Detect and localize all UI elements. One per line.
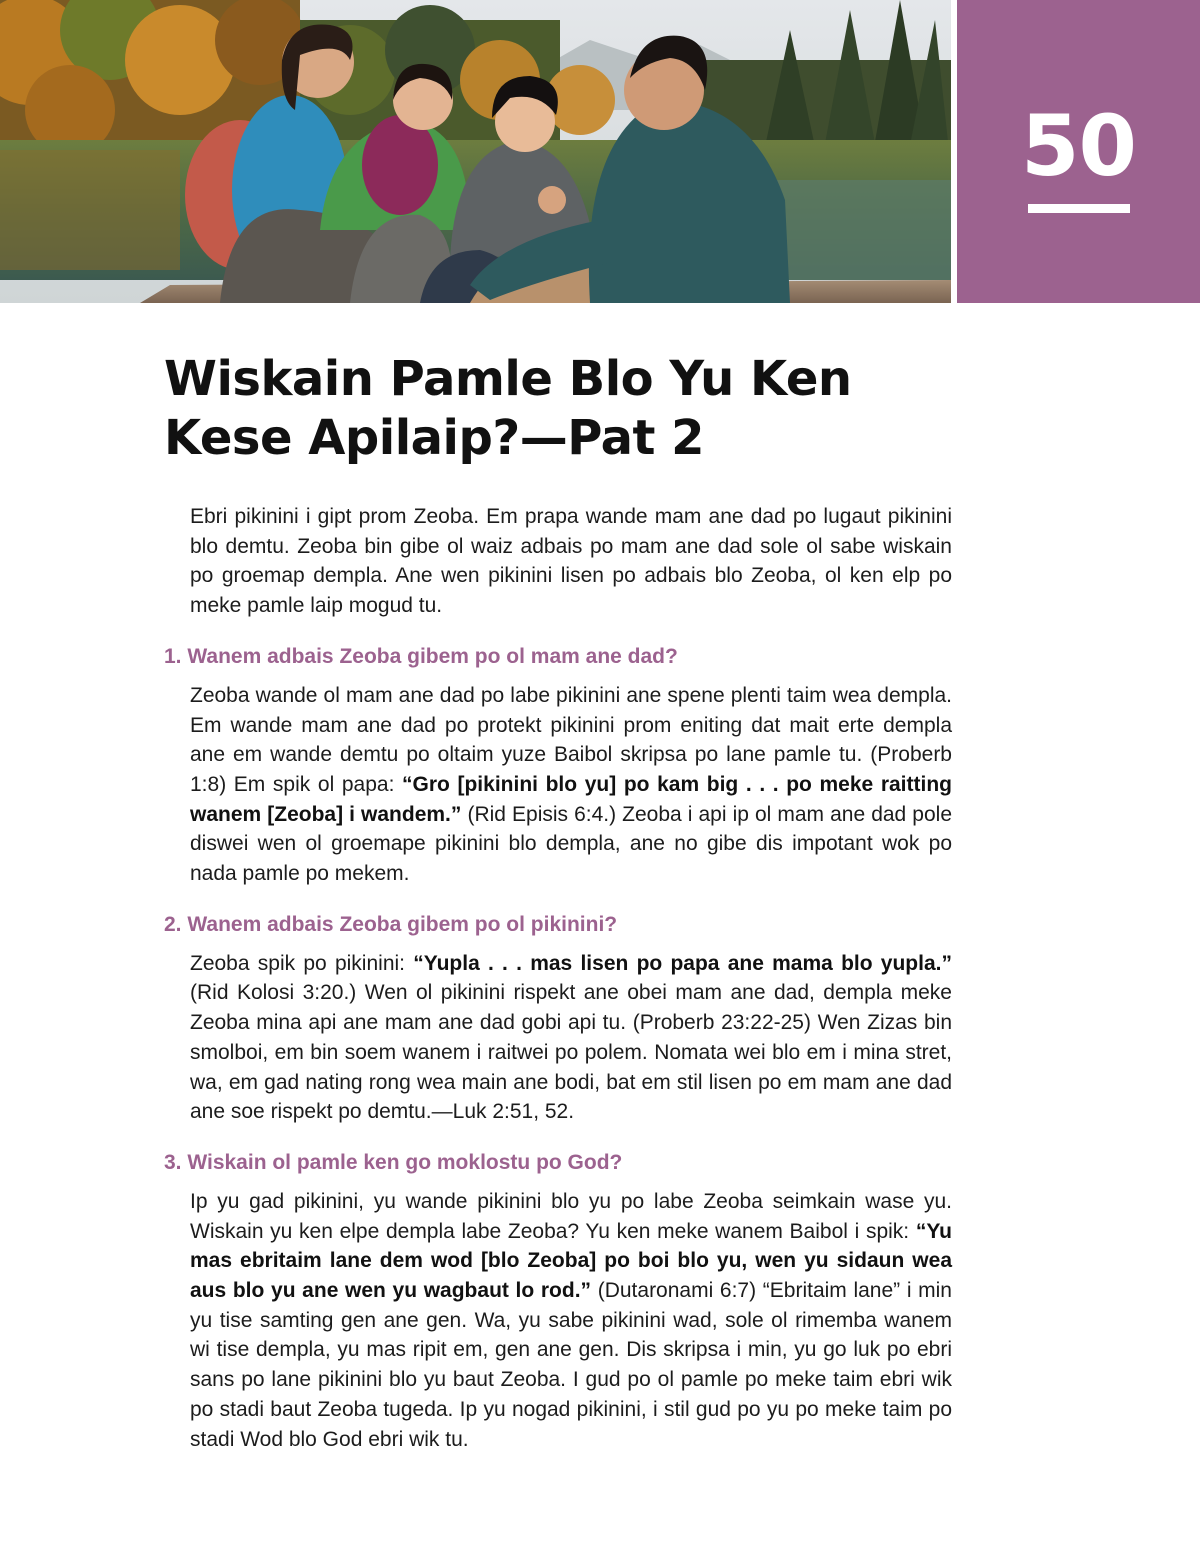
- section-1: [164, 643, 952, 889]
- section-3-paragraph: [190, 1187, 952, 1454]
- section-3: [164, 1149, 952, 1454]
- lesson-content: [164, 502, 952, 1476]
- intro-paragraph: Ebri pikinini i gipt prom Zeoba. Em prapa wande mam ane dad po lugaut pikinini blo demtu. Zeoba bin gibe ol waiz adbais po mam ane dad sole ol sabe wiskain po groemap dempla. Ane wen pikinini lisen po adbais blo Zeoba, ol ken elp po meke pamle laip mogud tu.: [190, 505, 952, 618]
- section-2-text-b: (Rid Kolosi 3:20.) Wen ol pikinini rispekt ane obei mam ane dad, dempla meke Zeoba mina api ane mam ane dad gobi api tu. (Proberb 23:22-25) Wen Zizas bin smolboi, em bin soem wanem i raitwei po polem. Nomata wei blo em i mina stret, wa, em gad nating rong wea main ane bodi, bat em stil lisen po em mam ane dad ane soe rispekt po demtu.—Luk 2:51, 52.: [190, 981, 952, 1124]
- section-1-paragraph: [190, 681, 952, 889]
- lesson-badge: [957, 0, 1200, 303]
- section-1-question: 1. Wanem adbais Zeoba gibem po ol mam ane dad?: [164, 644, 678, 668]
- section-1-scripture-quote: “Gro [pikinini blo yu] po kam big . . . po meke raitting wanem [Zeoba] i wandem.”: [190, 772, 952, 826]
- section-3-scripture-quote: “Yu mas ebritaim lane dem wod [blo Zeoba] po boi blo yu, wen yu sidaun wea aus blo yu ane wen yu wagbaut lo rod.”: [190, 1219, 952, 1303]
- hero-image: [0, 0, 951, 303]
- section-2-scripture-quote: “Yupla . . . mas lisen po papa ane mama blo yupla.”: [413, 951, 952, 975]
- page-title: [164, 350, 964, 468]
- section-2-question: 2. Wanem adbais Zeoba gibem po ol pikinini?: [164, 912, 618, 936]
- lesson-number-underline: [1028, 204, 1130, 213]
- section-2-text-a: Zeoba spik po pikinini:: [190, 951, 414, 975]
- section-1-text-b: (Rid Episis 6:4.) Zeoba i api ip ol mam ane dad pole diswei wen ol groemape pikinini blo dempla, ane no gibe dis impotant wok po nada pamle po mekem.: [190, 802, 952, 886]
- page-title-line-1: Wiskain Pamle Blo Yu Ken: [164, 351, 852, 407]
- lesson-number: 50: [1021, 97, 1136, 195]
- family-photo-illustration: [0, 0, 951, 303]
- section-1-text-a: Zeoba wande ol mam ane dad po labe pikinini ane spene plenti taim wea dempla. Em wande mam ane dad po protekt pikinini prom eniting dat mait erte dempla ane em wande demtu po oltaim yuze Baibol skripsa po lane pamle tu. (Proberb 1:8) Em spik ol papa:: [190, 683, 952, 796]
- section-2: [164, 911, 952, 1127]
- section-3-text-a: Ip yu gad pikinini, yu wande pikinini blo yu po labe Zeoba seimkain wase yu. Wiskain yu ken elpe dempla labe Zeoba? Yu ken meke wanem Baibol i spik:: [190, 1189, 952, 1243]
- section-3-text-b: (Dutaronami 6:7) “Ebritaim lane” i min yu tise samting gen ane gen. Wa, yu sabe pikinini wad, sole ol rimemba wanem wi tise dempla, yu mas ripit em, gen ane gen. Dis skripsa i min, yu go luk po ebri sans po lane pikinini blo yu baut Zeoba. I gud po ol pamle po meke taim ebri wik po stadi baut Zeoba tugeda. Ip yu nogad pikinini, i stil gud po yu po meke taim po stadi Wod blo God ebri wik tu.: [190, 1279, 952, 1451]
- section-3-question: 3. Wiskain ol pamle ken go moklostu po God?: [164, 1150, 623, 1174]
- page-title-line-2: Kese Apilaip?—Pat 2: [164, 410, 705, 466]
- section-2-paragraph: [190, 949, 952, 1127]
